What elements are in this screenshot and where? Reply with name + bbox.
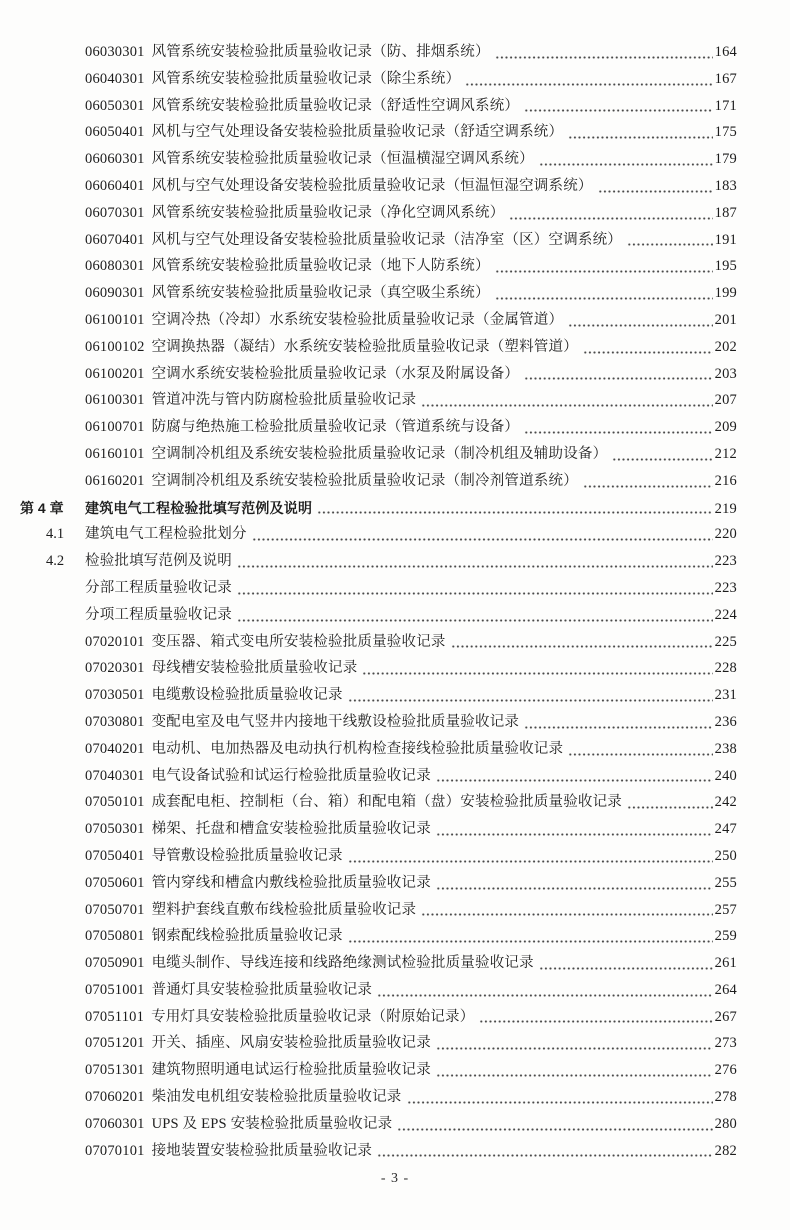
entry-code: 07020301 bbox=[85, 660, 145, 677]
toc-entry bbox=[85, 1111, 737, 1138]
entry-code: 07051101 bbox=[85, 1008, 145, 1025]
entry-page-number: 240 bbox=[714, 767, 737, 784]
entry-title: 专用灯具安装检验批质量验收记录（附原始记录） bbox=[151, 1008, 475, 1025]
toc-entry bbox=[85, 897, 737, 924]
toc-entry bbox=[85, 361, 737, 388]
toc-entry bbox=[85, 39, 737, 66]
entry-code: 06030301 bbox=[85, 44, 145, 60]
toc-entry bbox=[85, 334, 737, 361]
entry-title: 母线槽安装检验批质量验收记录 bbox=[151, 660, 358, 677]
dot-leader bbox=[524, 109, 713, 112]
dot-leader bbox=[237, 565, 713, 568]
dot-leader bbox=[436, 887, 713, 890]
dot-leader bbox=[348, 940, 713, 943]
toc-entry bbox=[85, 575, 737, 602]
entry-code: 07051301 bbox=[85, 1062, 145, 1079]
entry-code: 06160101 bbox=[85, 445, 145, 462]
entry-page-number: 282 bbox=[714, 1142, 737, 1159]
dot-leader bbox=[495, 56, 713, 59]
entry-page-number: 278 bbox=[714, 1089, 737, 1106]
dot-leader bbox=[583, 351, 713, 354]
entry-title: 建筑电气工程检验批填写范例及说明 bbox=[85, 499, 313, 516]
dot-leader bbox=[465, 83, 712, 86]
toc-entry bbox=[85, 923, 737, 950]
entry-code: 06080301 bbox=[85, 258, 145, 275]
entry-title: 空调制冷机组及系统安装检验批质量验收记录（制冷剂管道系统） bbox=[151, 472, 578, 489]
entry-code: 06100701 bbox=[85, 419, 145, 436]
toc-entry bbox=[85, 1004, 737, 1031]
entry-code: 06100102 bbox=[85, 338, 145, 355]
dot-leader bbox=[524, 726, 713, 729]
entry-page-number: 261 bbox=[714, 955, 737, 972]
entry-page-number: 164 bbox=[714, 44, 737, 60]
entry-page-number: 236 bbox=[714, 713, 737, 730]
entry-page-number: 267 bbox=[714, 1008, 737, 1025]
dot-leader bbox=[495, 297, 713, 300]
entry-code: 06160201 bbox=[85, 472, 145, 489]
entry-code: 07050301 bbox=[85, 821, 145, 838]
toc-entry bbox=[85, 468, 737, 495]
entry-page-number: 223 bbox=[714, 553, 737, 570]
entry-page-number: 203 bbox=[714, 365, 737, 382]
entry-page-number: 259 bbox=[714, 928, 737, 945]
entry-page-number: 250 bbox=[714, 847, 737, 864]
entry-title: 风管系统安装检验批质量验收记录（恒温横湿空调风系统） bbox=[151, 151, 534, 168]
entry-code: 07040201 bbox=[85, 740, 145, 757]
toc-entry bbox=[85, 763, 737, 790]
entry-code: 06050301 bbox=[85, 97, 145, 114]
dot-leader bbox=[612, 458, 712, 461]
toc-entry bbox=[85, 307, 737, 334]
entry-code: 07050801 bbox=[85, 928, 145, 945]
toc-entry bbox=[85, 709, 737, 736]
toc-entry bbox=[85, 682, 737, 709]
entry-page-number: 264 bbox=[714, 981, 737, 998]
entry-page-number: 247 bbox=[714, 821, 737, 838]
toc-entry bbox=[85, 1030, 737, 1057]
entry-code: 07050701 bbox=[85, 901, 145, 918]
dot-leader bbox=[524, 431, 713, 434]
entry-title: 导管敷设检验批质量验收记录 bbox=[151, 847, 343, 864]
chapter-label: 第 4 章 bbox=[20, 499, 64, 516]
entry-page-number: 209 bbox=[714, 419, 737, 436]
entry-title: 电气设备试验和试运行检验批质量验收记录 bbox=[151, 767, 431, 784]
entry-title: 建筑电气工程检验批划分 bbox=[85, 526, 247, 543]
toc-entry bbox=[85, 977, 737, 1004]
dot-leader bbox=[436, 833, 713, 836]
entry-title: 分项工程质量验收记录 bbox=[85, 606, 232, 623]
toc-entry bbox=[85, 414, 737, 441]
entry-page-number: 199 bbox=[714, 285, 737, 302]
dot-leader bbox=[539, 967, 713, 970]
entry-title: 普通灯具安装检验批质量验收记录 bbox=[151, 981, 373, 998]
entry-code: 07020101 bbox=[85, 633, 145, 650]
dot-leader bbox=[436, 1047, 713, 1050]
entry-code: 06060401 bbox=[85, 177, 145, 194]
dot-leader bbox=[568, 324, 712, 327]
entry-title: 管内穿线和槽盒内敷线检验批质量验收记录 bbox=[151, 874, 431, 891]
entry-page-number: 220 bbox=[714, 526, 737, 543]
entry-title: 风管系统安装检验批质量验收记录（真空吸尘系统） bbox=[151, 285, 490, 302]
entry-title: 风机与空气处理设备安装检验批质量验收记录（舒适空调系统） bbox=[151, 124, 564, 141]
entry-title: 风管系统安装检验批质量验收记录（地下人防系统） bbox=[151, 258, 490, 275]
toc-entry bbox=[85, 253, 737, 280]
toc-entry bbox=[85, 950, 737, 977]
toc-entry bbox=[85, 843, 737, 870]
entry-title: 空调水系统安装检验批质量验收记录（水泵及附属设备） bbox=[151, 365, 520, 382]
entry-code: 06100101 bbox=[85, 311, 145, 328]
page-number-footer: - 3 - bbox=[380, 1171, 410, 1186]
toc-entry bbox=[85, 146, 737, 173]
entry-title: 风管系统安装检验批质量验收记录（舒适性空调风系统） bbox=[151, 97, 520, 114]
entry-page-number: 183 bbox=[714, 177, 737, 194]
toc-entry bbox=[20, 495, 737, 522]
toc-entry bbox=[46, 521, 737, 548]
entry-page-number: 273 bbox=[714, 1035, 737, 1052]
entry-code: 07051201 bbox=[85, 1035, 145, 1052]
dot-leader bbox=[317, 511, 712, 514]
entry-page-number: 238 bbox=[714, 740, 737, 757]
dot-leader bbox=[237, 592, 713, 595]
toc-entry bbox=[85, 93, 737, 120]
toc-entry bbox=[85, 602, 737, 629]
dot-leader bbox=[598, 190, 713, 193]
entry-title: 钢索配线检验批质量验收记录 bbox=[151, 928, 343, 945]
entry-title: 风机与空气处理设备安装检验批质量验收记录（洁净室（区）空调系统） bbox=[151, 231, 623, 248]
toc-entry bbox=[85, 1057, 737, 1084]
toc-entry bbox=[85, 200, 737, 227]
dot-leader bbox=[377, 994, 713, 997]
entry-code: 07040301 bbox=[85, 767, 145, 784]
entry-page-number: 207 bbox=[714, 392, 737, 409]
dot-leader bbox=[524, 377, 713, 380]
entry-code: 07060201 bbox=[85, 1089, 145, 1106]
entry-code: 06040301 bbox=[85, 70, 145, 87]
entry-code: 06100201 bbox=[85, 365, 145, 382]
entry-code: 06070401 bbox=[85, 231, 145, 248]
dot-leader bbox=[436, 779, 713, 782]
entry-title: 变压器、箱式变电所安装检验批质量验收记录 bbox=[151, 633, 446, 650]
entry-code: 06060301 bbox=[85, 151, 145, 168]
dot-leader bbox=[451, 645, 713, 648]
toc-entry bbox=[85, 387, 737, 414]
entry-page-number: 179 bbox=[714, 151, 737, 168]
entry-title: 检验批填写范例及说明 bbox=[85, 553, 232, 570]
toc-entry bbox=[85, 1084, 737, 1111]
entry-code: 06090301 bbox=[85, 285, 145, 302]
dot-leader bbox=[407, 1101, 713, 1104]
entry-code: 07051001 bbox=[85, 981, 145, 998]
entry-title: 风管系统安装检验批质量验收记录（防、排烟系统） bbox=[151, 44, 490, 60]
toc-entry bbox=[85, 736, 737, 763]
entry-page-number: 216 bbox=[714, 472, 737, 489]
entry-page-number: 212 bbox=[714, 445, 737, 462]
entry-title: 空调换热器（凝结）水系统安装检验批质量验收记录（塑料管道） bbox=[151, 338, 578, 355]
section-label: 4.2 bbox=[46, 553, 65, 570]
dot-leader bbox=[583, 485, 713, 488]
entry-page-number: 228 bbox=[714, 660, 737, 677]
toc-entry bbox=[85, 816, 737, 843]
entry-title: 成套配电柜、控制柜（台、箱）和配电箱（盘）安装检验批质量验收记录 bbox=[151, 794, 623, 811]
entry-code: 06100301 bbox=[85, 392, 145, 409]
toc-entry bbox=[85, 629, 737, 656]
entry-code: 07030501 bbox=[85, 687, 145, 704]
entry-page-number: 219 bbox=[714, 500, 737, 517]
entry-page-number: 257 bbox=[714, 901, 737, 918]
toc-entry bbox=[85, 1138, 737, 1165]
entry-title: 建筑物照明通电试运行检验批质量验收记录 bbox=[151, 1062, 431, 1079]
entry-code: 06050401 bbox=[85, 124, 145, 141]
entry-title: UPS 及 EPS 安装检验批质量验收记录 bbox=[151, 1115, 393, 1132]
toc-entry bbox=[85, 66, 737, 93]
entry-page-number: 255 bbox=[714, 874, 737, 891]
entry-page-number: 202 bbox=[714, 338, 737, 355]
dot-leader bbox=[509, 217, 712, 220]
entry-title: 风管系统安装检验批质量验收记录（除尘系统） bbox=[151, 70, 461, 87]
entry-title: 分部工程质量验收记录 bbox=[85, 579, 232, 596]
dot-leader bbox=[237, 619, 713, 622]
entry-title: 塑料护套线直敷布线检验批质量验收记录 bbox=[151, 901, 417, 918]
dot-leader bbox=[479, 1020, 712, 1023]
entry-title: 风管系统安装检验批质量验收记录（净化空调风系统） bbox=[151, 204, 505, 221]
entry-page-number: 224 bbox=[714, 606, 737, 623]
entry-title: 空调冷热（冷却）水系统安装检验批质量验收记录（金属管道） bbox=[151, 311, 564, 328]
dot-leader bbox=[362, 672, 712, 675]
dot-leader bbox=[348, 860, 713, 863]
entry-page-number: 187 bbox=[714, 204, 737, 221]
entry-title: 电动机、电加热器及电动执行机构检查接线检验批质量验收记录 bbox=[151, 740, 564, 757]
entry-title: 变配电室及电气竖井内接地干线敷设检验批质量验收记录 bbox=[151, 713, 520, 730]
toc-entry bbox=[85, 119, 737, 146]
entry-code: 07050101 bbox=[85, 794, 145, 811]
dot-leader bbox=[348, 699, 713, 702]
entry-page-number: 191 bbox=[714, 231, 737, 248]
toc-entry bbox=[85, 789, 737, 816]
entry-page-number: 201 bbox=[714, 311, 737, 328]
dot-leader bbox=[436, 1074, 713, 1077]
dot-leader bbox=[495, 270, 713, 273]
dot-leader bbox=[421, 404, 712, 407]
entry-title: 管道冲洗与管内防腐检验批质量验收记录 bbox=[151, 392, 417, 409]
dot-leader bbox=[627, 806, 713, 809]
entry-page-number: 242 bbox=[714, 794, 737, 811]
entry-title: 接地装置安装检验批质量验收记录 bbox=[151, 1142, 373, 1159]
dot-leader bbox=[568, 753, 712, 756]
dot-leader bbox=[539, 163, 713, 166]
dot-leader bbox=[568, 136, 712, 139]
entry-title: 柴油发电机组安装检验批质量验收记录 bbox=[151, 1089, 402, 1106]
entry-title: 电缆敷设检验批质量验收记录 bbox=[151, 687, 343, 704]
dot-leader bbox=[627, 243, 713, 246]
entry-page-number: 225 bbox=[714, 633, 737, 650]
entry-code: 07050401 bbox=[85, 847, 145, 864]
dot-leader bbox=[377, 1154, 713, 1157]
entry-page-number: 231 bbox=[714, 687, 737, 704]
section-label: 4.1 bbox=[46, 526, 65, 543]
entry-page-number: 171 bbox=[714, 97, 737, 114]
entry-title: 空调制冷机组及系统安装检验批质量验收记录（制冷机组及辅助设备） bbox=[151, 445, 608, 462]
entry-code: 07060301 bbox=[85, 1115, 145, 1132]
toc-entry bbox=[85, 655, 737, 682]
entry-page-number: 280 bbox=[714, 1115, 737, 1132]
entry-page-number: 276 bbox=[714, 1062, 737, 1079]
entry-title: 电缆头制作、导线连接和线路绝缘测试检验批质量验收记录 bbox=[151, 955, 534, 972]
toc-entry bbox=[85, 280, 737, 307]
dot-leader bbox=[397, 1128, 712, 1131]
entry-code: 07050901 bbox=[85, 955, 145, 972]
dot-leader bbox=[252, 538, 713, 541]
entry-title: 防腐与绝热施工检验批质量验收记录（管道系统与设备） bbox=[151, 419, 520, 436]
entry-title: 风机与空气处理设备安装检验批质量验收记录（恒温恒湿空调系统） bbox=[151, 177, 593, 194]
toc-entry bbox=[85, 441, 737, 468]
toc-entry bbox=[85, 870, 737, 897]
entry-code: 07030801 bbox=[85, 713, 145, 730]
entry-code: 06070301 bbox=[85, 204, 145, 221]
entry-code: 07050601 bbox=[85, 874, 145, 891]
entry-page-number: 167 bbox=[714, 70, 737, 87]
dot-leader bbox=[421, 913, 712, 916]
toc-entry bbox=[85, 173, 737, 200]
entry-code: 07070101 bbox=[85, 1142, 145, 1159]
toc-entry bbox=[46, 548, 737, 575]
toc-entry bbox=[85, 227, 737, 254]
entry-page-number: 223 bbox=[714, 579, 737, 596]
entry-title: 梯架、托盘和槽盒安装检验批质量验收记录 bbox=[151, 821, 431, 838]
entry-page-number: 195 bbox=[714, 258, 737, 275]
entry-title: 开关、插座、风扇安装检验批质量验收记录 bbox=[151, 1035, 431, 1052]
entry-page-number: 175 bbox=[714, 124, 737, 141]
